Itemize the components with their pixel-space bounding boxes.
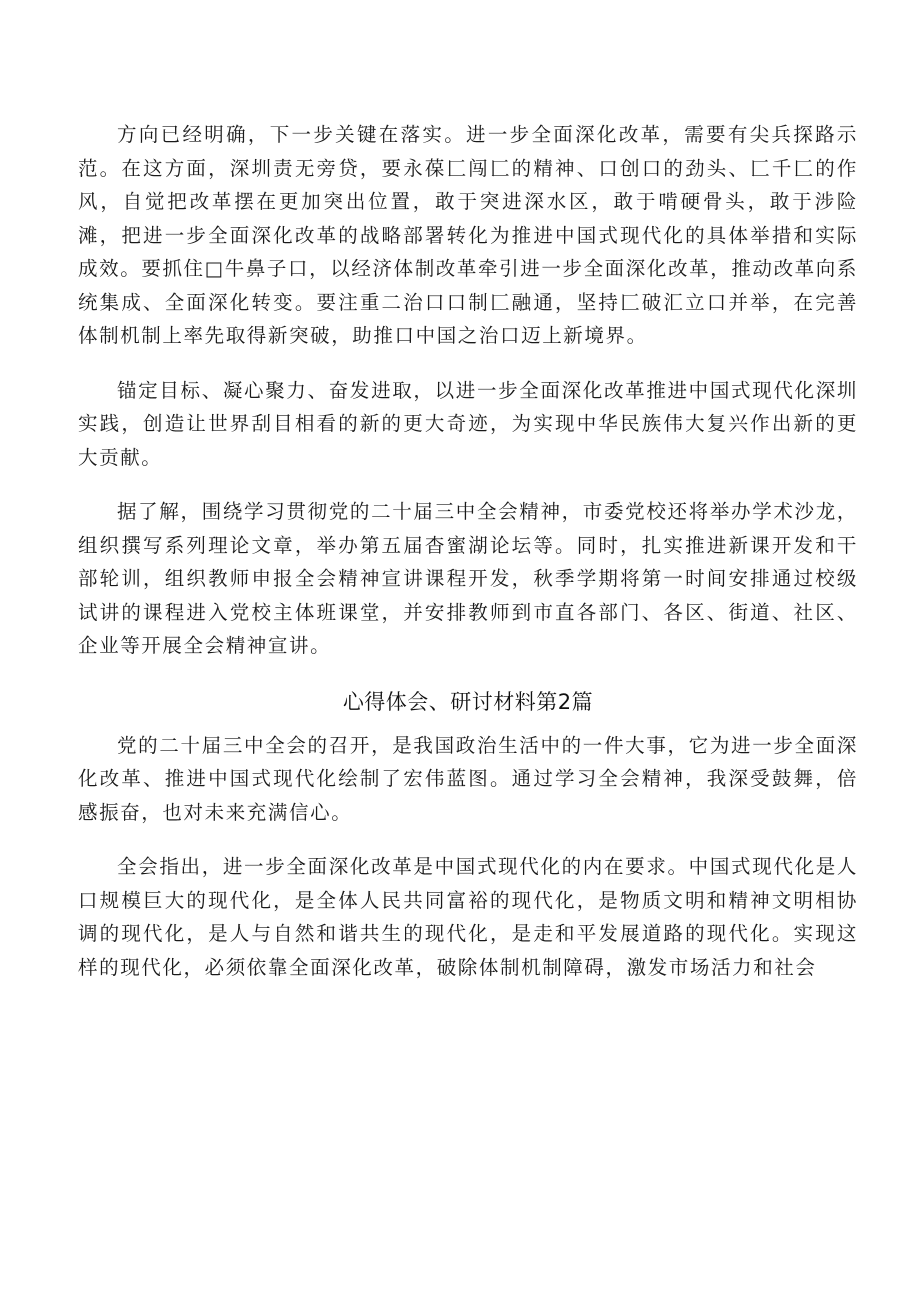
- paragraph-reform-implementation: 方向已经明确，下一步关键在落实。进一步全面深化改革，需要有尖兵探路示范。在这方面，深圳责无旁贷，要永葆匚闯匚的精神、口创口的劲头、匚千匚的作风，自觉把改革摆在更加突出位置，敢于突进深水区，敢于啃硬骨头，敢于涉险滩，把进一步全面深化改革的战略部署转化为推进中国式现代化的具体举措和实际成效。要抓住□牛鼻子口，以经济体制改革牵引进一步全面深化改革，推动改革向系统集成、全面深化转变。要注重二治口口制匚融通，坚持匚破汇立口并举，在完善体制机制上率先取得新突破，助推口中国之治口迈上新境界。: [78, 123, 858, 347]
- paragraph-plenum-significance: 党的二十届三中全会的召开，是我国政治生活中的一件大事，它为进一步全面深化改革、推进中国式现代化绘制了宏伟蓝图。通过学习全会精神，我深受鼓舞，倍感振奋，也对未来充满信心。: [78, 733, 858, 824]
- section-heading: 心得体会、研讨材料第2篇: [342, 689, 594, 714]
- paragraph-party-school-plans: 据了解，围绕学习贯彻党的二十届三中全会精神，市委党校还将举办学术沙龙，组织撰写系列理论文章，举办第五届杳蜜湖论坛等。同时，扎实推进新课开发和干部轮训，组织教师申报全会精神宣讲课程开发，秋季学期将第一时间安排通过校级试讲的课程进入党校主体班课堂，并安排教师到市直各部门、各区、街道、社区、企业等开展全会精神宣讲。: [78, 500, 858, 657]
- paragraph-goal-commitment: 锚定目标、凝心聚力、奋发进取，以进一步全面深化改革推进中国式现代化深圳实践，创造让世界刮目相看的新的更大奇迹，为实现中华民族伟大复兴作出新的更大贡献。: [78, 378, 858, 469]
- paragraph-modernization-requirements: 全会指出，进一步全面深化改革是中国式现代化的内在要求。中国式现代化是人口规模巨大的现代化，是全体人民共同富裕的现代化，是物质文明和精神文明相协调的现代化，是人与自然和谐共生的现代化，是走和平发展道路的现代化。实现这样的现代化，必须依靠全面深化改革，破除体制机制障碍，激发市场活力和社会: [78, 855, 858, 979]
- document-page: [78, 118, 858, 984]
